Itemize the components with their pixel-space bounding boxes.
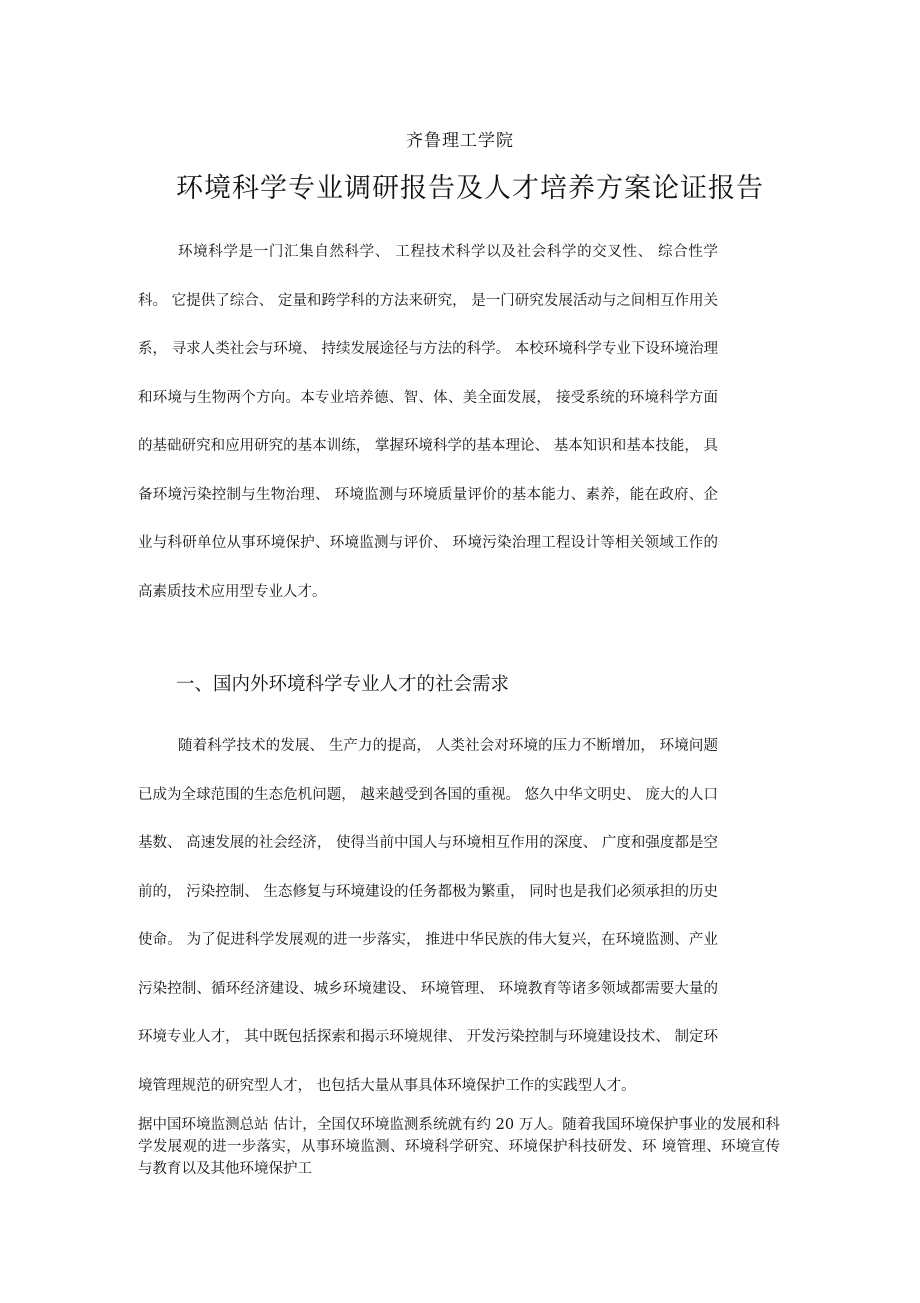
section-heading: 一、国内外环境科学专业人才的社会需求 bbox=[176, 674, 510, 695]
intro-paragraph: 环境科学是一门汇集自然科学、 工程技术科学以及社会科学的交叉性、 综合性学科。 它提供了综合、 定量和跨学科的方法来研究， 是一门研究发展活动与之间相互作用关系， 寻求人类社会与环境、 持续发展途径与方法的科学。 本校环境科学专业下设环境治理和环境与生物两个方向。本专业培养德、智、体、美全面发展， 接受系统的环境科学方面的基础研究和应用研究的基本训练， 掌握环境科学的基本理论、 基本知识和基本技能， 具备环境污染控制与生物治理、 环境监测与环境质量评价的基本能力、素养，能在政府、企业与科研单位从事环境保护、环境监测与评价、 环境污染治理工程设计等相关领域工作的高素质技术应用型专业人才。 bbox=[138, 244, 718, 600]
section-paragraph-continuation: 据中国环境监测总站 估计，全国仅环境监测系统就有约 20 万人。随着我国环境保护事业的发展和科 学发展观的进一步落实，从事环境监测、环境科学研究、环境保护科技研发、环 境管理、环境宣传与教育以及其他环境保护工 bbox=[138, 1117, 780, 1177]
school-name: 齐鲁理工学院 bbox=[406, 131, 514, 151]
section-paragraph: 随着科学技术的发展、 生产力的提高， 人类社会对环境的压力不断增加， 环境问题已成为全球范围的生态危机问题， 越来越受到各国的重视。 悠久中华文明史、 庞大的人口基数、 高速发展的社会经济， 使得当前中国人与环境相互作用的深度、 广度和强度都是空前的， 污染控制、 生态修复与环境建设的任务都极为繁重， 同时也是我们必须承担的历史使命。 为了促进科学发展观的进一步落实， 推进中华民族的伟大复兴，在环境监测、产业污染控制、循环经济建设、城乡环境建设、 环境管理、 环境教育等诸多领域都需要大量的环境专业人才， 其中既包括探索和揭示环境规律、 开发污染控制与环境建设技术、 制定环境管理规范的研究型人才， 也包括大量从事具体环境保护工作的实践型人才。 bbox=[138, 738, 718, 1094]
report-title: 环境科学专业调研报告及人才培养方案论证报告 bbox=[176, 173, 764, 204]
